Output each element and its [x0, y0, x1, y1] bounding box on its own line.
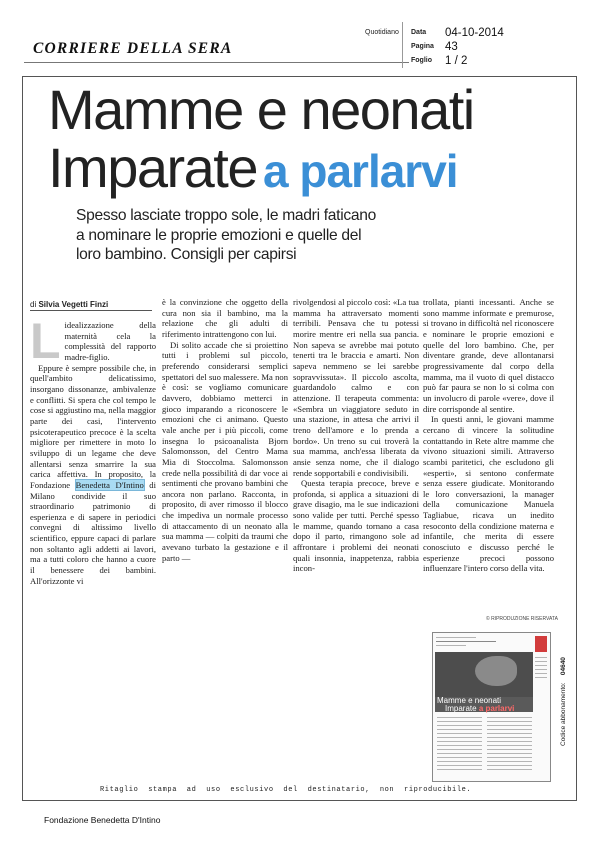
headline-line-1: Mamme e neonati	[48, 78, 474, 141]
headline-accent: a parlarvi	[263, 145, 458, 197]
col3-paragraph-1: rivolgendosi al piccolo così: «La tua mamma ha attraversato momenti terribili. Pensava che tu potessi morire mentre eri nella sua pancia. Non sapeva se avrebbe mai potuto tenerti tra le braccia e amarti. Non sapeva nemmeno se lei sarebbe sopravvissuta». Il piccolo ascolta, guardandolo calmo e con attenzione. Il terapeuta commenta: «Sembra un viaggiatore seduto in una stazione, in attesa che arrivi il treno dell'amore e lo prenda a bordo». Un treno su cui troverà la sua mamma, anch'essa liberata da ansie senza nome, che il dialogo rende sopportabili e condivisibili.	[293, 297, 419, 478]
article-column-1	[30, 313, 156, 586]
col2-paragraph-1: è la convinzione che oggetto della cura non sia il bambino, ma la relazione che gli adulti di riferimento intrattengono con lui.	[162, 297, 288, 339]
thumb-text-line	[437, 717, 482, 718]
thumb-text-line	[535, 673, 547, 674]
thumb-text-line	[437, 721, 482, 722]
headline-line-2-text: Imparate	[48, 136, 257, 199]
thumb-text-line	[436, 637, 476, 638]
subscription-code-value: 04640	[560, 657, 567, 676]
thumb-text-line	[437, 769, 482, 770]
highlighted-foundation-name: Benedetta D'Intino	[75, 479, 144, 490]
thumb-text-line	[437, 757, 482, 758]
meta-date-label: Data	[411, 29, 427, 37]
thumb-text-line	[535, 677, 547, 678]
thumb-text-line	[437, 741, 482, 742]
footer-source: Fondazione Benedetta D'Intino	[44, 815, 161, 825]
meta-sheet-label: Foglio	[411, 57, 432, 65]
clipping-disclaimer: Ritaglio stampa ad uso esclusivo del destinatario, non riproducibile.	[100, 786, 472, 794]
byline	[30, 300, 108, 309]
thumb-text-line	[437, 729, 482, 730]
meta-page-value: 43	[445, 40, 458, 53]
thumb-text-line	[487, 721, 532, 722]
thumb-text-line	[437, 745, 482, 746]
newspaper-masthead: CORRIERE DELLA SERA	[33, 40, 233, 57]
copyright-notice: © RIPRODUZIONE RISERVATA	[486, 616, 558, 622]
thumb-text-line	[437, 725, 482, 726]
col1-paragraph-2	[30, 363, 156, 587]
article-column-4	[423, 297, 554, 574]
byline-prefix: di	[30, 300, 37, 309]
thumb-text-line	[437, 761, 482, 762]
byline-author: Silvia Vegetti Finzi	[38, 300, 109, 309]
col2-paragraph-2: Di solito accade che si proiettino tutti i problemi sul piccolo, preferendo considerarsi semplici spettatori del suo malessere. Ma non è così: se vogliamo comunicare davvero, dobbiamo metterci in gioco imparando a riconoscere le emozioni che ci animano. Questo vale anche per i più piccoli, come insegna lo psicoanalista Bjorn Salomonsson, del Centro Mama Mia di Stoccolma. Salomonsson crede nella possibilità di dar voce ai sentimenti che provano bambini che ancora non parlano. Racconta, in proposito, di aver rimosso il blocco che impediva un normale processo di attaccamento di un neonato alla sua mamma — colpiti da traumi che avevano turbato la gestazione e il parto —	[162, 339, 288, 563]
thumb-text-line	[535, 657, 547, 658]
thumb-headline-2	[445, 705, 514, 713]
publication-type-label: Quotidiano	[365, 29, 399, 36]
article-subtitle: Spesso lasciate troppo sole, le madri faticano a nominare le proprie emozioni e quelle del loro bambino. Consigli per capirsi	[76, 207, 376, 263]
thumb-text-line	[487, 769, 532, 770]
thumb-headline-2b: a parlarvi	[478, 704, 515, 713]
col1-paragraph-1: idealizzazione della maternità cela la complessità del rapporto madre-figlio.	[64, 320, 156, 362]
thumb-text-line	[437, 733, 482, 734]
thumb-text-line	[487, 729, 532, 730]
article-column-2	[162, 297, 288, 563]
article-column-3	[293, 297, 419, 574]
thumb-text-line	[487, 765, 532, 766]
thumb-text-line	[436, 641, 496, 642]
header-rule	[24, 62, 409, 63]
thumb-text-line	[487, 741, 532, 742]
byline-rule	[30, 310, 152, 311]
thumb-text-line	[487, 757, 532, 758]
thumb-text-line	[487, 717, 532, 718]
meta-sheet-value: 1 / 2	[445, 54, 468, 67]
thumb-text-line	[437, 737, 482, 738]
thumb-text-line	[487, 733, 532, 734]
thumb-text-line	[437, 753, 482, 754]
col4-paragraph-1: trollata, pianti incessanti. Anche se sono mamme informate e premurose, si trovano in difficoltà nel riconoscere e nominare le proprie emozioni e quelle del loro bambino. Che, per diventare grande, deve allontanarsi progressivamente dal corpo della mamma, ma il vuoto di quel distacco può far paura se non lo si colma con un involucro di parole «vere», dove il dire corrisponde al sentire.	[423, 297, 554, 414]
thumb-headline-2a: Imparate	[445, 704, 477, 713]
col1-paragraph-2-end: di Milano condivide il suo straordinario patrimonio di esperienza e di sapere in periodici convegni di altissimo livello scientifico, eppure capaci di parlare non soltanto agli addetti ai lavori, ma a tutti coloro che hanno a cuore il benessere dei bambini. All'orizzonte vi	[30, 479, 156, 586]
col3-paragraph-2: Questa terapia precoce, breve e profonda, si applica a situazioni di grave disagio, ma le sue indicazioni sono valide per tutti. Perché spesso le mamme, quando tornano a casa dopo il parto, rimangono sole ad affrontare i problemi dei neonati quali insonnia, inappetenza, rabbia incon-	[293, 478, 419, 574]
thumb-text-line	[487, 725, 532, 726]
thumb-text-line	[535, 661, 547, 662]
thumb-text-line	[436, 645, 466, 646]
col1-paragraph-2-text: Eppure è sempre possibile che, in quell'ambito delicatissimo, insorgano dissonanze, ambivalenze e conflitti. Si spera che col tempo le cose si aggiustino ma, nella maggior parte dei casi, l'intervento psicoterapeutico precoce è la scelta migliore per rimettere in moto lo sviluppo di un legame che deve allentarsi senza smarrire la sua carica affettiva. In proposito, la Fondazione	[30, 362, 156, 490]
thumb-text-line	[535, 665, 547, 666]
meta-date-value: 04-10-2014	[445, 26, 504, 39]
page-thumbnail	[432, 632, 551, 782]
clipping-meta	[402, 22, 508, 68]
thumb-text-line	[437, 749, 482, 750]
dropcap: L	[30, 313, 61, 369]
thumb-text-line	[535, 669, 547, 670]
thumb-text-line	[437, 765, 482, 766]
thumb-red-block	[535, 636, 547, 652]
subscription-code-label: Codice abbonamento:	[560, 682, 567, 746]
thumb-text-line	[487, 737, 532, 738]
thumb-text-line	[487, 761, 532, 762]
headline-line-2	[48, 136, 458, 199]
thumb-text-line	[487, 753, 532, 754]
meta-sheet	[411, 52, 467, 70]
subscription-code	[560, 657, 567, 746]
thumb-headline-1: Mamme e neonati	[437, 696, 502, 705]
thumb-photo-highlight	[475, 656, 517, 686]
thumb-text-line	[487, 745, 532, 746]
thumb-text-line	[487, 749, 532, 750]
meta-page-label: Pagina	[411, 43, 434, 51]
col4-paragraph-2: In questi anni, le giovani mamme cercano di vincere la solitudine contattando in Rete altre mamme che vivono situazioni simili. Attraverso scambi paritetici, che escludono gli «esperti», si sentono confermate senza essere giudicate. Monitorando le loro conversazioni, la manager della comunicazione Manuela Tagliabue, ricava un inedito resoconto della condizione materna e infantile, che merita di essere conosciuto e discusso perché le esperienze precoci possono influenzare l'intero corso della vita.	[423, 414, 554, 574]
